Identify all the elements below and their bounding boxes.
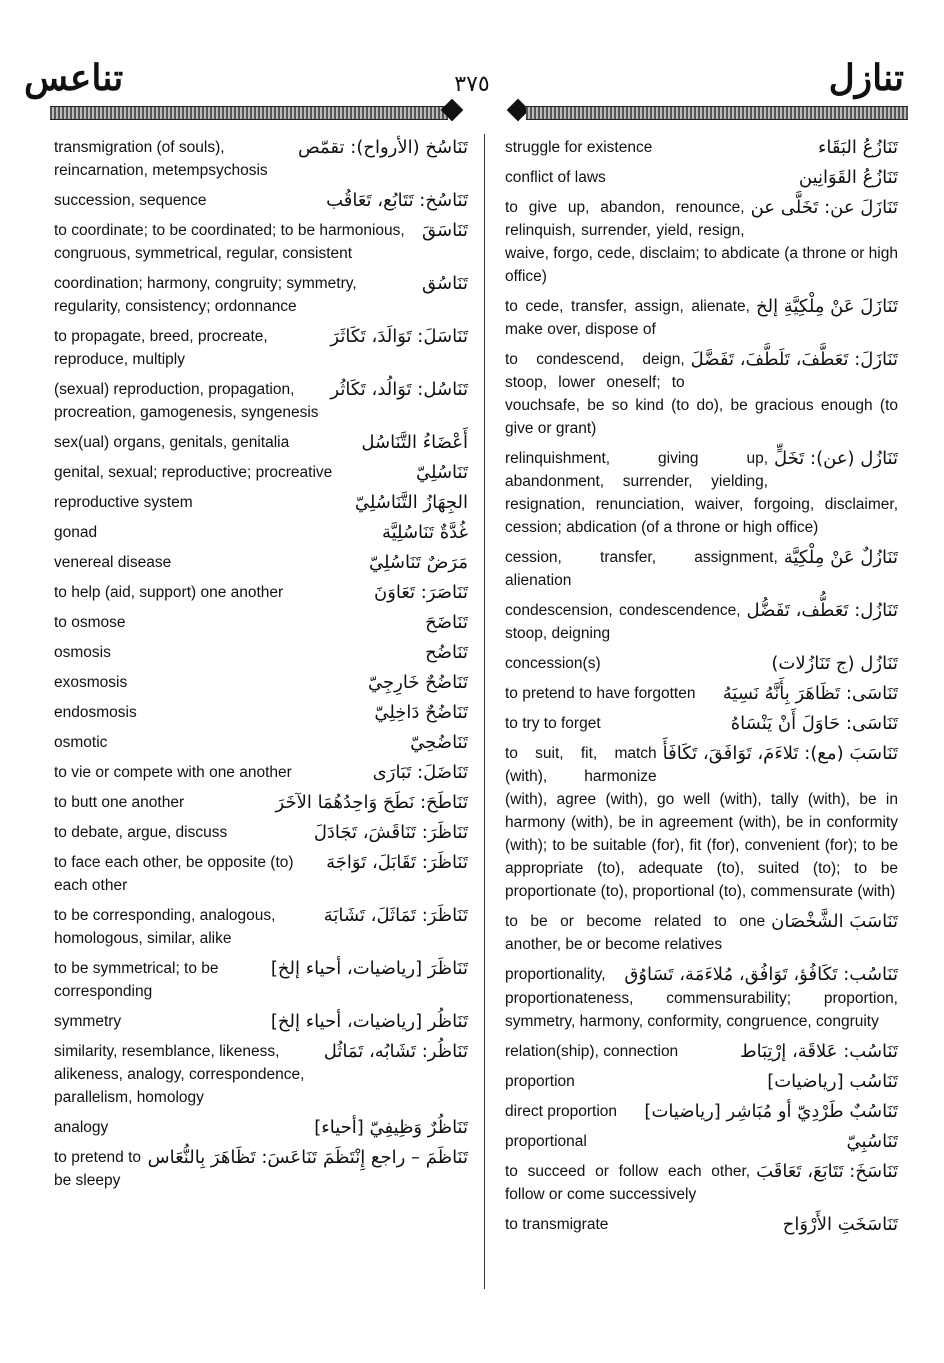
dictionary-entry [54,219,468,265]
dictionary-entry [505,196,898,288]
dictionary-entry [54,461,468,484]
arabic-headword: تَنَاسَبَ الشَّخْصَان [771,911,898,932]
dictionary-entry [505,599,898,645]
english-definition: analogy [54,1119,109,1136]
dictionary-entry [505,1040,898,1063]
arabic-headword: تَنَاسَقَ [421,220,468,241]
english-definition: endosmosis [54,704,137,721]
english-definition: to succeed or follow each other, follow or come successively [505,1163,751,1203]
header-rule-left [50,106,448,120]
arabic-headword: تَنَاضُحِيّ [410,732,468,753]
arabic-headword: تَنَازُعُ البَقَاء [817,137,898,158]
english-definition: proportionality, proportionateness, commensurability; proportion, symmetry, harmony, conformity, congruence, congruity [505,966,898,1030]
english-definition: to cede, transfer, assign, alienate, make over, dispose of [505,298,750,338]
dictionary-entry [54,189,468,212]
arabic-headword: أَعْضَاءُ التَّنَاسُل [361,432,468,453]
english-definition: conflict of laws [505,169,606,186]
english-definition: to help (aid, support) one another [54,584,284,601]
dictionary-entry [54,1146,468,1192]
dictionary-entry [54,1116,468,1139]
english-definition: venereal disease [54,554,172,571]
dictionary-entry [54,761,468,784]
english-definition: proportion [505,1073,575,1090]
dictionary-entry [505,295,898,341]
english-definition: proportional [505,1133,587,1150]
arabic-headword: تَنَازُلٌ عَنْ مِلْكِيَّة [783,547,898,568]
arabic-headword: تَنَازُعُ القَوَانِين [798,167,898,188]
dictionary-entry [54,1010,468,1033]
arabic-headword: تَنَاسُبٌ طَرْدِيّ أو مُبَاشِر [رياضيات] [644,1101,898,1122]
english-definition: cession, transfer, assignment, alienation [505,549,778,589]
arabic-headword: تَنَاضُحٌ خَارِجِيّ [368,672,468,693]
dictionary-entry [505,1213,898,1236]
dictionary-entry [54,904,468,950]
english-definition: to condescend, deign, stoop, lower oneself; to vouchsafe, be so kind (to do), be gracious enough (to give or grant) [505,351,898,437]
dictionary-entry [54,611,468,634]
dictionary-entry [505,1070,898,1093]
arabic-headword: تَنَاظُر: تَشَابُه، تَمَاثُل [323,1041,468,1062]
english-definition: to face each other, be opposite (to) each other [54,854,294,894]
arabic-headword: تَنَاسَبَ (مع): تَلاءَمَ، تَوَافَقَ، تَكَافَأَ [662,743,898,764]
arabic-headword: تَنَاسَخَتِ الأَرْوَاح [782,1214,898,1235]
left-column [54,136,468,1199]
arabic-headword: غُدَّةٌ تَنَاسُلِيَّة [381,522,468,543]
dictionary-entry [505,682,898,705]
column-divider [484,134,485,1289]
dictionary-entry [54,378,468,424]
dictionary-entry [54,431,468,454]
english-definition: to give up, abandon, renounce, relinquish, surrender, yield, resign, waive, forgo, cede, disclaim; to abdicate (a throne or high office) [505,199,898,285]
english-definition: genital, sexual; reproductive; procreative [54,464,333,481]
dictionary-entry [54,671,468,694]
running-header-left: تناعس [24,57,124,99]
arabic-headword: تَنَاسَخَ: تَتَابَعَ، تَعَاقَبَ [756,1161,898,1182]
english-definition: exosmosis [54,674,128,691]
dictionary-entry [54,491,468,514]
arabic-headword: تَنَاسَلَ: تَوَالَدَ، تَكَاثَرَ [330,326,468,347]
arabic-headword: تَنَازُل: تَعَطُّف، تَفَضُّل [746,600,898,621]
arabic-headword: تَنَاسُق [421,273,468,294]
english-definition: to be corresponding, analogous, homologous, similar, alike [54,907,276,947]
english-definition: to debate, argue, discuss [54,824,228,841]
dictionary-entry [505,447,898,539]
arabic-headword: تَنَاسُخ (الأرواح): تقمّص [297,137,468,158]
dictionary-entry [54,325,468,371]
arabic-headword: تَنَاسُل: تَوَالُد، تَكَاثُر [330,379,468,400]
dictionary-entry [505,963,898,1033]
arabic-headword: تَنَاضَحَ [425,612,468,633]
arabic-headword: تَنَاظُرٌ وَظِيفِيّ [أحياء] [314,1117,468,1138]
english-definition: coordination; harmony, congruity; symmetry, regularity, consistency; ordonnance [54,275,357,315]
english-definition: to be or become related to one another, be or become relatives [505,913,766,953]
arabic-headword: تَنَازَلَ عن: تَخَلَّى عن [750,197,898,218]
dictionary-entry [505,712,898,735]
arabic-headword: تَنَازَلَ عَنْ مِلْكِيَّةِ إلخ [755,296,898,317]
arabic-headword: تَنَاظَرَ: تَنَاقَشَ، تَجَادَلَ [313,822,468,843]
english-definition: to be symmetrical; to be corresponding [54,960,219,1000]
arabic-headword: تَنَاسُب: عَلاقَة، إرْتِبَاط [739,1041,898,1062]
dictionary-entry [54,851,468,897]
english-definition: osmotic [54,734,108,751]
dictionary-entry [54,821,468,844]
english-definition: (sexual) reproduction, propagation, procreation, gamogenesis, syngenesis [54,381,319,421]
english-definition: relation(ship), connection [505,1043,679,1060]
dictionary-entry [54,701,468,724]
arabic-headword: تَنَاسُخ: تَتَابُع، تَعَاقُب [326,190,468,211]
header-rule-right [526,106,908,120]
english-definition: transmigration (of souls), reincarnation, metempsychosis [54,139,268,179]
english-definition: to try to forget [505,715,601,732]
dictionary-entry [54,791,468,814]
arabic-headword: تَنَاعَسَ: تَظَاهَرَ بِالنُّعَاس [147,1147,318,1168]
running-header-right: تنازل [828,57,904,99]
arabic-headword: تَنَاضَلَ: تَبَارَى [372,762,468,783]
right-column [505,136,898,1243]
dictionary-entry [505,166,898,189]
english-definition: to osmose [54,614,126,631]
dictionary-entry [505,1160,898,1206]
arabic-headword: تَنَازُل (عن): تَخَلٍّ [774,448,898,469]
dictionary-entry [54,272,468,318]
dictionary-entry [54,731,468,754]
dictionary-entry [54,521,468,544]
arabic-headword: تَنَاسُب [رياضيات] [767,1071,898,1092]
arabic-headword: تَنَاظُر [رياضيات، أحياء إلخ] [270,1011,468,1032]
english-definition: concession(s) [505,655,601,672]
dictionary-entry [505,546,898,592]
english-definition: gonad [54,524,98,541]
english-definition: to pretend to be sleepy [54,1149,142,1189]
english-definition: direct proportion [505,1103,618,1120]
english-definition: sex(ual) organs, genitals, genitalia [54,434,290,451]
arabic-headword: تَنَاظَرَ: تَمَاثَلَ، تَشَابَهَ [323,905,468,926]
english-definition: to pretend to have forgotten [505,685,696,702]
arabic-headword: مَرَضٌ تَنَاسُلِيّ [368,552,468,573]
arabic-headword: تَنَاظَرَ [رياضيات، أحياء إلخ] [270,958,468,979]
dictionary-entry [505,136,898,159]
arabic-headword: تَنَاسُلِيّ [416,462,468,483]
english-definition: condescension, condescendence, stoop, deigning [505,602,741,642]
page-number: ٣٧٥ [454,72,490,97]
dictionary-entry [54,551,468,574]
english-definition: osmosis [54,644,111,661]
dictionary-entry [505,1100,898,1123]
dictionary-entry [54,136,468,182]
arabic-headword: تَنَاسُب: تَكَافُؤ، تَوَافُق، مُلاءَمَة، تَسَاوُق [624,964,898,985]
arabic-headword: تَنَاسُبِيّ [846,1131,898,1152]
arabic-headword: تَنَاسَى: تَظَاهَرَ بِأَنَّهُ نَسِيَهُ [722,683,898,704]
dictionary-entry [505,348,898,440]
english-definition: struggle for existence [505,139,653,156]
dictionary-entry [505,742,898,903]
dictionary-entry [54,581,468,604]
english-definition: to propagate, breed, procreate, reproduce, multiply [54,328,268,368]
arabic-headword: تَنَاظَمَ – راجع إِنْتَظَمَ [323,1147,468,1168]
arabic-headword: الجِهَازُ التَّنَاسُلِيّ [354,492,468,513]
english-definition: succession, sequence [54,192,207,209]
arabic-headword: تَنَازُل (ج تَنَازُلات) [771,653,898,674]
dictionary-entry [54,957,468,1003]
english-definition: relinquishment, giving up, abandonment, surrender, yielding, resignation, renunciation, waiver, forgoing, disclaimer, cession; abdication (of a throne or high office) [505,450,898,536]
arabic-headword: تَنَاظَرَ: تَقَابَلَ، تَوَاجَهَ [326,852,468,873]
english-definition: symmetry [54,1013,122,1030]
english-definition: similarity, resemblance, likeness, alikeness, analogy, correspondence, parallelism, homology [54,1043,305,1106]
dictionary-entry [505,652,898,675]
arabic-headword: تَنَاصَرَ: تَعَاوَنَ [373,582,468,603]
dictionary-entry [505,1130,898,1153]
arabic-headword: تَنَاطَحَ: نَطَحَ وَاحِدُهُمَا الآخَرَ [275,792,468,813]
arabic-headword: تَنَازَلَ: تَعَطَّفَ، تَلَطَّفَ، تَفَضَّلَ [690,349,898,370]
dictionary-entry [54,641,468,664]
english-definition: to transmigrate [505,1216,609,1233]
english-definition: reproductive system [54,494,193,511]
english-definition: to suit, fit, match (with), harmonize (with), agree (with), go well (with), tally (with), be in harmony (with), be in agreement (with), be in conformity (with); to be suitable (for), fit (for), convenient (for); to be appropriate (to), adequate (to), suited (to); to be proportionate (to), proportional (to), commensurate (with) [505,745,898,900]
arabic-headword: تَنَاضُح [425,642,468,663]
dictionary-entry [505,910,898,956]
arabic-headword: تَنَاسَى: حَاوَلَ أَنْ يَنْسَاهُ [730,713,898,734]
english-definition: to coordinate; to be coordinated; to be harmonious, congruous, symmetrical, regular, consistent [54,222,405,262]
dictionary-entry [54,1040,468,1109]
english-definition: to vie or compete with one another [54,764,292,781]
english-definition: to butt one another [54,794,185,811]
arabic-headword: تَنَاضُحٌ دَاخِلِيّ [374,702,468,723]
